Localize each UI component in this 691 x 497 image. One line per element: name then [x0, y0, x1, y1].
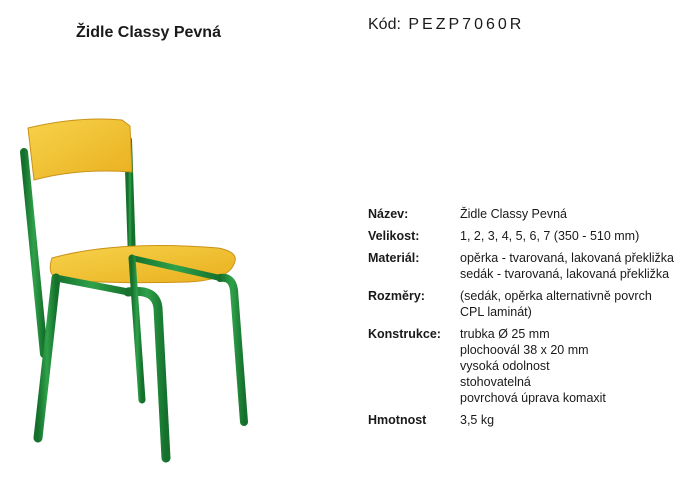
- spec-table: [368, 206, 675, 434]
- spec-key: Velikost:: [368, 229, 420, 243]
- spec-value-line: 1, 2, 3, 4, 5, 6, 7 (350 - 510 mm): [460, 229, 640, 243]
- spec-value: [460, 412, 675, 428]
- spec-key: Hmotnost: [368, 413, 427, 427]
- spec-key: Název:: [368, 207, 409, 221]
- spec-value: [460, 288, 675, 320]
- spec-value-line: (sedák, opěrka alternativně povrch: [460, 289, 652, 303]
- spec-key: Konstrukce:: [368, 327, 441, 341]
- chair-photo: [8, 108, 268, 478]
- spec-row: [368, 206, 675, 222]
- spec-row: [368, 288, 675, 320]
- code-value: PEZP7060R: [408, 16, 525, 33]
- spec-key: Materiál:: [368, 251, 420, 265]
- spec-value: [460, 228, 675, 244]
- spec-value-line: povrchová úprava komaxit: [460, 391, 606, 405]
- spec-value-line: stohovatelná: [460, 375, 531, 389]
- spec-value-line: plochoovál 38 x 20 mm: [460, 343, 589, 357]
- spec-value: [460, 326, 675, 406]
- spec-row: [368, 412, 675, 428]
- spec-value: [460, 250, 675, 282]
- spec-value-line: trubka Ø 25 mm: [460, 327, 550, 341]
- code-label: Kód:: [368, 16, 401, 33]
- spec-value-line: vysoká odolnost: [460, 359, 550, 373]
- product-title: Židle Classy Pevná: [76, 24, 221, 41]
- product-code: [368, 16, 524, 34]
- spec-value-line: CPL laminát): [460, 305, 532, 319]
- spec-row: [368, 326, 675, 406]
- spec-row: [368, 250, 675, 282]
- spec-value: [460, 206, 675, 222]
- spec-key: Rozměry:: [368, 289, 425, 303]
- spec-value-line: Židle Classy Pevná: [460, 207, 567, 221]
- spec-value-line: 3,5 kg: [460, 413, 495, 427]
- spec-value-line: opěrka - tvarovaná, lakovaná překližka: [460, 251, 675, 265]
- spec-value-line: sedák - tvarovaná, lakovaná překližka: [460, 267, 670, 281]
- spec-row: [368, 228, 675, 244]
